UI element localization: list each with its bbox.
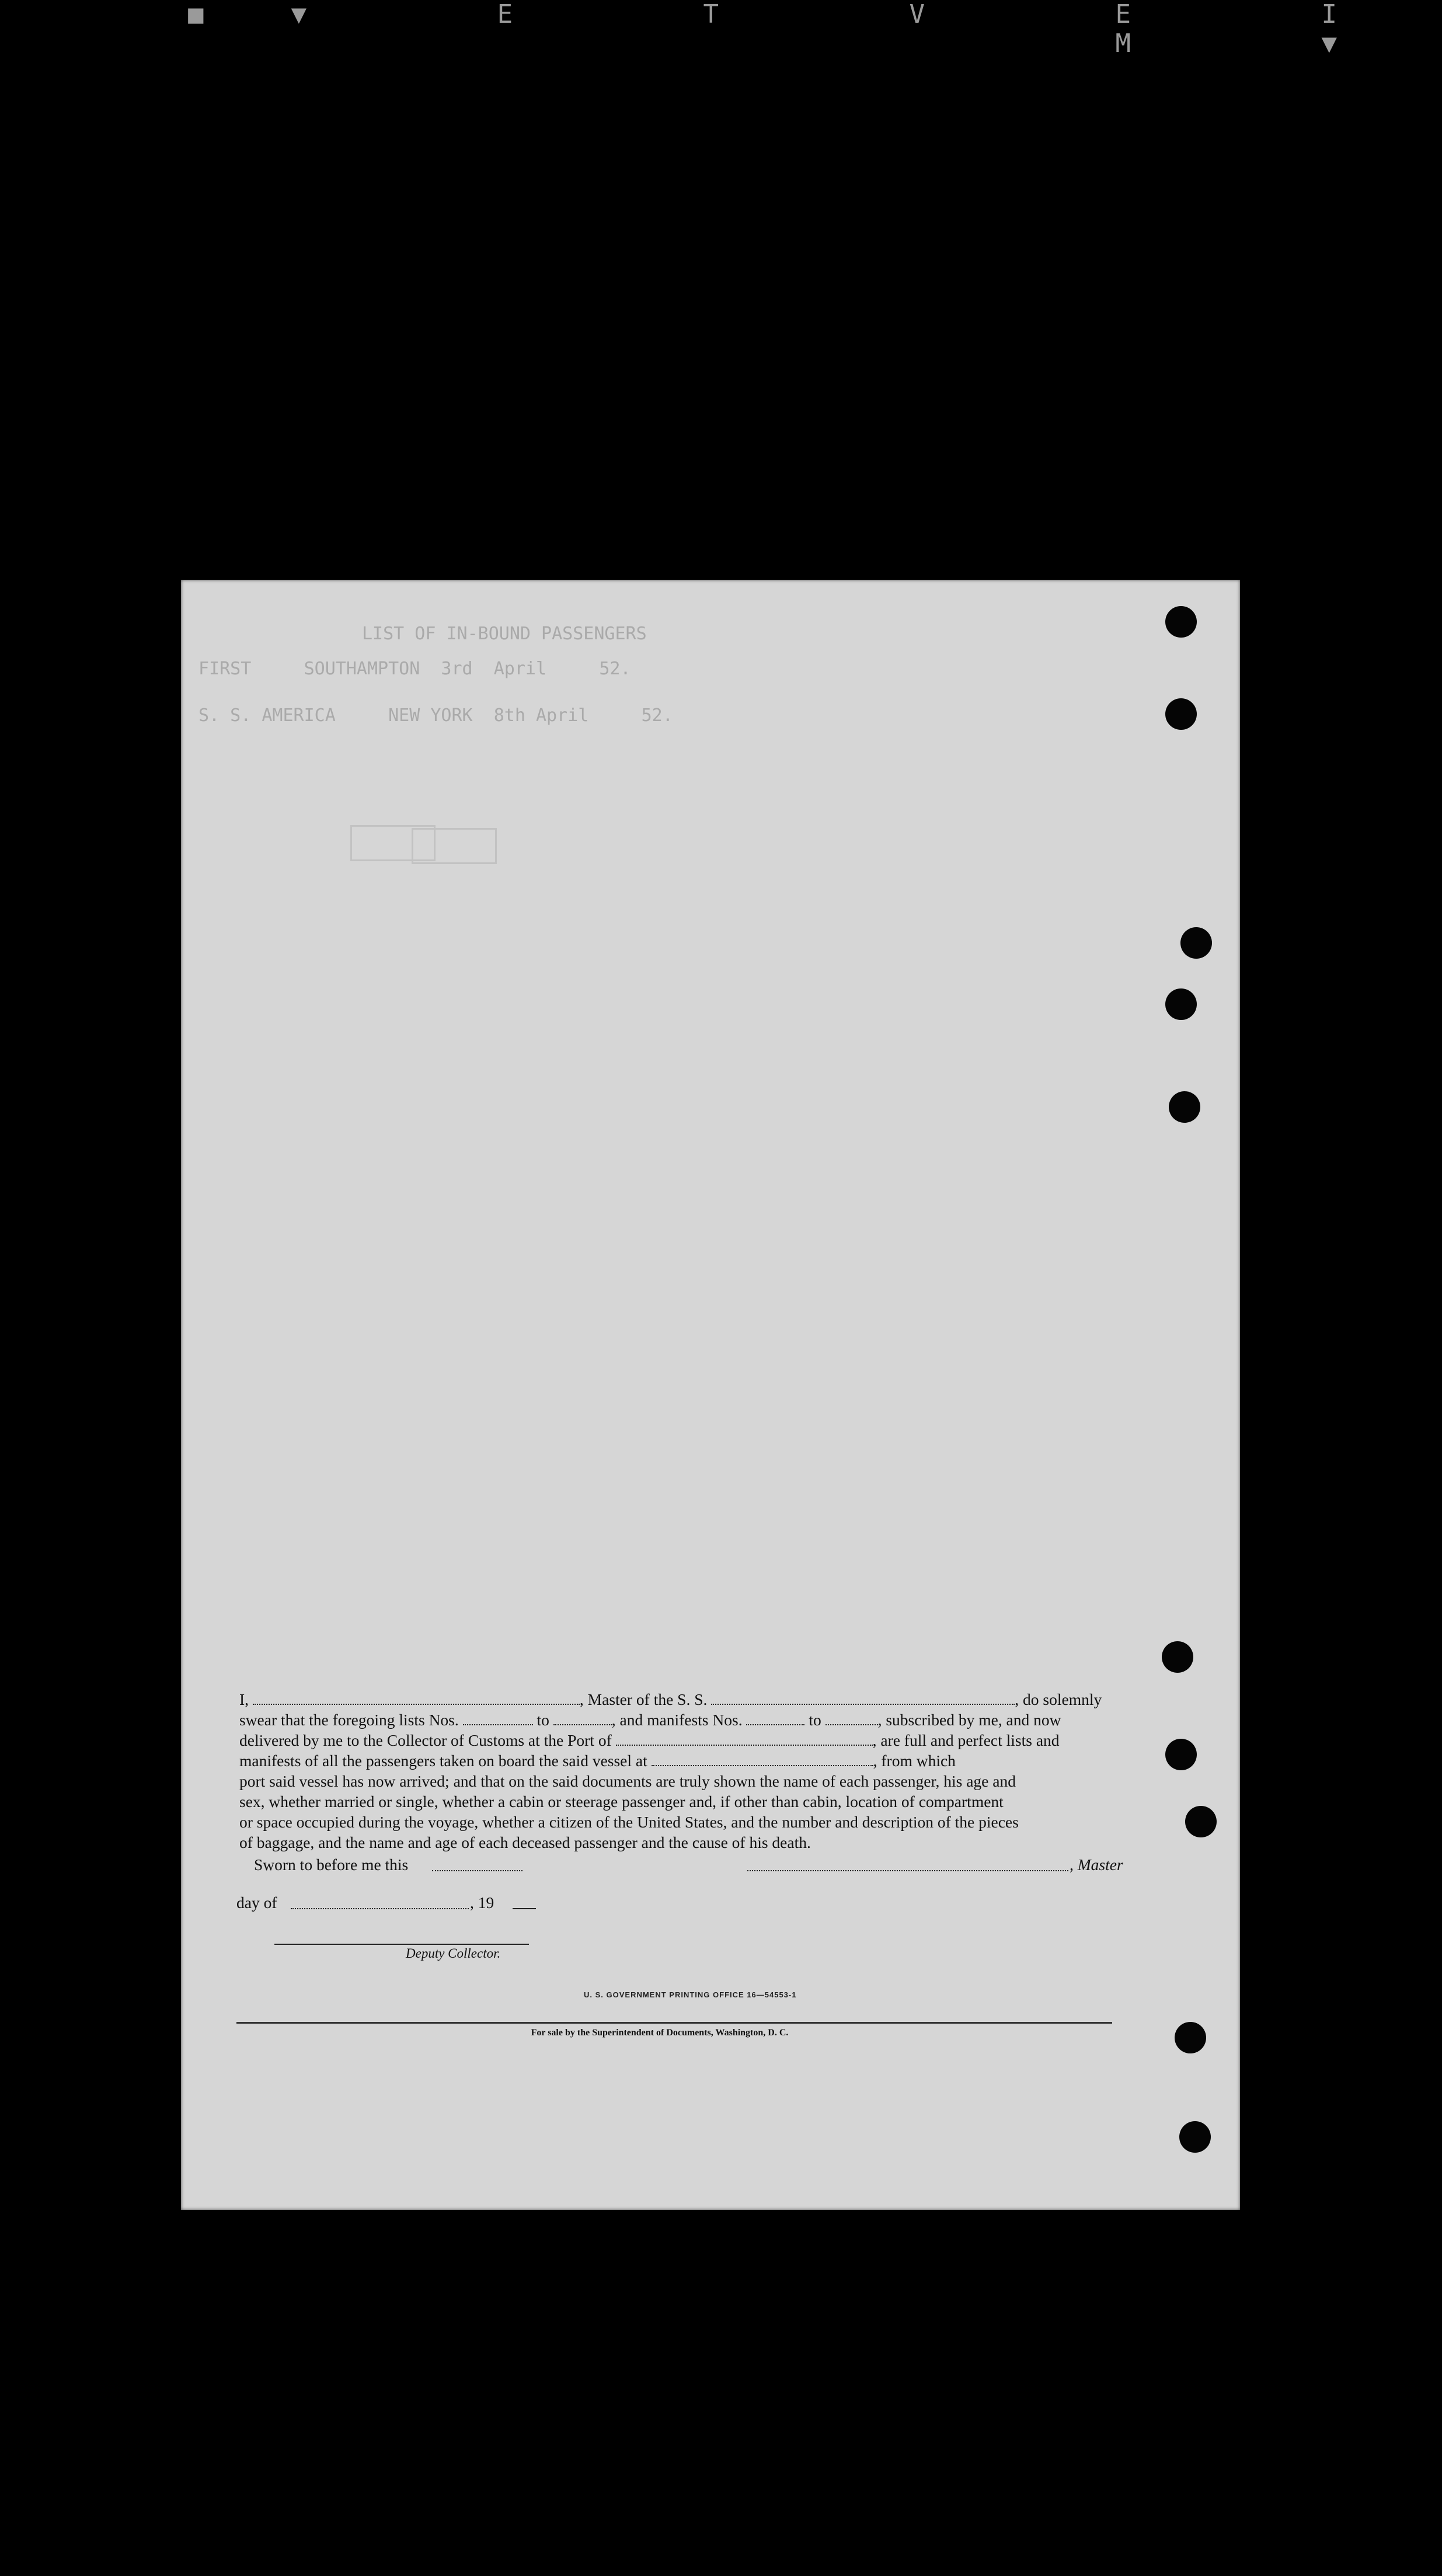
master-signature-label: , Master (1070, 1856, 1123, 1874)
bleed-through-line: S. S. AMERICA NEW YORK 8th April 52. (198, 705, 673, 726)
footer-rule (236, 2022, 1112, 2024)
master-signature-blank (747, 1870, 1068, 1871)
sworn-row (254, 1856, 408, 1874)
punch-hole (1179, 2121, 1211, 2153)
sworn-day-blank (432, 1870, 523, 1871)
oath-line: I, , Master of the S. S. , do solemnly (239, 1690, 1102, 1708)
master-name-blank (253, 1691, 580, 1705)
punch-hole (1169, 1091, 1200, 1123)
punch-hole (1180, 927, 1212, 959)
sworn-label: Sworn to before me this (254, 1856, 409, 1874)
oath-line: port said vessel has now arrived; and that on the said documents are truly shown the name of each passenger, his age and (239, 1772, 1016, 1790)
faint-stamp (412, 828, 497, 864)
manifest-page (181, 580, 1240, 2210)
port-blank (616, 1732, 873, 1746)
punch-hole (1162, 1641, 1193, 1673)
oath-line: sex, whether married or single, whether a cabin or steerage passenger and, if other than cabin, location of compartment (239, 1792, 1004, 1811)
bleed-through-heading: LIST OF IN-BOUND PASSENGERS (362, 624, 647, 644)
month-blank (291, 1908, 469, 1909)
day-of-label: day of (236, 1893, 277, 1912)
printing-office-imprint: U. S. GOVERNMENT PRINTING OFFICE 16—54553-1 (584, 1990, 797, 1999)
vessel-name-blank (711, 1691, 1015, 1705)
manifest-to-blank (826, 1711, 878, 1725)
punch-hole (1165, 988, 1197, 1020)
for-sale-note: For sale by the Superintendent of Documents, Washington, D. C. (531, 2028, 789, 2038)
oath-line: delivered by me to the Collector of Customs at the Port of , are full and perfect lists and (239, 1731, 1060, 1749)
punch-hole (1165, 1739, 1197, 1770)
master-oath (239, 1689, 1115, 1853)
manifest-from-blank (746, 1711, 804, 1725)
departure-port-blank (652, 1752, 873, 1766)
year-blank (513, 1908, 536, 1909)
punch-hole (1165, 698, 1197, 730)
punch-hole (1175, 2022, 1206, 2053)
list-from-blank (463, 1711, 533, 1725)
punch-hole (1165, 606, 1197, 638)
oath-line: manifests of all the passengers taken on board the said vessel at , from which (239, 1752, 956, 1770)
deputy-collector-label: Deputy Collector. (406, 1946, 501, 1961)
oath-line: swear that the foregoing lists Nos. to , and manifests Nos. to , subscribed by me, and now (239, 1711, 1061, 1729)
film-strip-marks: ■▼ E T V E I M ▼ (188, 0, 1424, 58)
year-label: , 19 (470, 1893, 494, 1912)
punch-hole (1185, 1806, 1217, 1837)
oath-line: of baggage, and the name and age of each deceased passenger and the cause of his death. (239, 1833, 811, 1851)
bleed-through-line: FIRST SOUTHAMPTON 3rd April 52. (198, 659, 631, 679)
list-to-blank (553, 1711, 612, 1725)
deputy-signature-line (274, 1944, 529, 1945)
oath-line: or space occupied during the voyage, whether a citizen of the United States, and the number and description of the pieces (239, 1813, 1019, 1831)
